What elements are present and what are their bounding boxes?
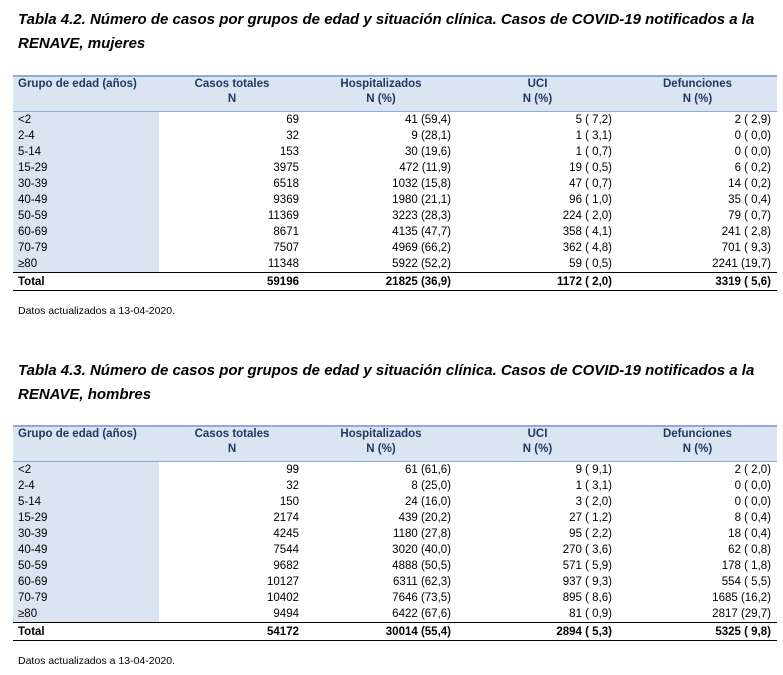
age-group-cell: 2-4 [13, 478, 159, 494]
total-cases-cell: 11369 [267, 210, 299, 222]
icu-cell: 59 ( 0,5) [569, 258, 612, 270]
total-cases-cell: 153 [279, 146, 299, 158]
col-hospitalized: Hospitalizados N (%) [305, 76, 457, 112]
col-icu: UCI N (%) [457, 426, 618, 462]
deaths-cell: 14 ( 0,2) [728, 178, 771, 190]
total-cases-cell: 9369 [273, 194, 299, 206]
table2-header-row [13, 426, 777, 462]
col-age-group: Grupo de edad (años) [13, 76, 159, 112]
deaths-cell: 35 ( 0,4) [728, 194, 771, 206]
table1-header-row [13, 76, 777, 112]
table-row [13, 590, 777, 606]
deaths-cell: 0 ( 0,0) [734, 130, 771, 142]
table-row [13, 224, 777, 240]
hospitalized-cell: 3223 (28,3) [392, 210, 451, 222]
icu-cell: 19 ( 0,5) [569, 162, 612, 174]
table-row [13, 478, 777, 494]
col-total-cases: Casos totales N [159, 426, 305, 462]
total-cases-cell: 7544 [273, 544, 299, 556]
icu-cell: 362 ( 4,8) [562, 242, 612, 254]
deaths-cell: 0 ( 0,0) [734, 480, 771, 492]
deaths-cell: 701 ( 9,3) [721, 242, 771, 254]
total-cases-cell: 11348 [267, 258, 299, 270]
col-age-group: Grupo de edad (años) [13, 426, 159, 462]
total-cases-cell: 4245 [273, 528, 299, 540]
hospitalized-cell: 6311 (62,3) [393, 576, 451, 588]
total-cases-cell: 8671 [273, 226, 299, 238]
deaths-cell: 0 ( 0,0) [734, 146, 771, 158]
hospitalized-cell: 7646 (73,5) [392, 592, 451, 604]
age-group-cell: 40-49 [13, 192, 159, 208]
age-group-cell: ≥80 [13, 256, 159, 273]
hospitalized-cell: 8 (25,0) [411, 480, 451, 492]
table-row [13, 144, 777, 160]
icu-cell: 96 ( 1,0) [569, 194, 612, 206]
age-group-cell: 70-79 [13, 590, 159, 606]
hospitalized-cell: 61 (61,6) [404, 464, 451, 476]
age-group-cell: 60-69 [13, 574, 159, 590]
deaths-cell: 1685 (16,2) [712, 592, 771, 604]
age-group-cell: Total [13, 273, 159, 291]
icu-cell: 3 ( 2,0) [575, 496, 612, 508]
total-cases-cell: 59196 [159, 273, 305, 291]
total-row [13, 273, 777, 291]
total-cases-cell: 54172 [159, 623, 305, 641]
age-group-cell: 70-79 [13, 240, 159, 256]
table-row [13, 208, 777, 224]
table2-title-line1: Tabla 4.3. Número de casos por grupos de edad y situación clínica. Casos de COVID-19 notificados a la [18, 362, 755, 379]
table-row [13, 542, 777, 558]
age-group-cell: 15-29 [13, 160, 159, 176]
table2-title-line2: RENAVE, hombres [18, 386, 152, 403]
age-group-cell: Total [13, 623, 159, 641]
hospitalized-cell: 9 (28,1) [411, 130, 451, 142]
total-cases-cell: 69 [286, 114, 299, 126]
age-group-cell: <2 [13, 462, 159, 479]
age-group-cell: 5-14 [13, 494, 159, 510]
table1-title-line2: RENAVE, mujeres [18, 35, 146, 52]
age-group-cell: 15-29 [13, 510, 159, 526]
col-hospitalized: Hospitalizados N (%) [305, 426, 457, 462]
table-row [13, 192, 777, 208]
hospitalized-cell: 4135 (47,7) [392, 226, 451, 238]
icu-cell: 224 ( 2,0) [562, 210, 612, 222]
deaths-cell: 2 ( 2,0) [734, 464, 771, 476]
age-group-cell: 30-39 [13, 526, 159, 542]
icu-cell: 81 ( 0,9) [569, 608, 612, 620]
total-cases-cell: 32 [286, 480, 299, 492]
hospitalized-cell: 41 (59,4) [404, 114, 451, 126]
icu-cell: 1 ( 3,1) [575, 480, 612, 492]
deaths-cell: 0 ( 0,0) [734, 496, 771, 508]
hospitalized-cell: 439 (20,2) [398, 512, 451, 524]
icu-cell: 1 ( 3,1) [575, 130, 612, 142]
hospitalized-cell: 21825 (36,9) [305, 273, 457, 291]
total-cases-cell: 150 [279, 496, 299, 508]
icu-cell: 27 ( 1,2) [569, 512, 612, 524]
hospitalized-cell: 1980 (21,1) [392, 194, 451, 206]
table1-note: Datos actualizados a 13-04-2020. [18, 305, 176, 317]
total-cases-cell: 3975 [273, 162, 299, 174]
icu-cell: 895 ( 8,6) [562, 592, 612, 604]
hospitalized-cell: 1180 (27,8) [393, 528, 451, 540]
hospitalized-cell: 30014 (55,4) [305, 623, 457, 641]
table-row [13, 240, 777, 256]
total-cases-cell: 9682 [273, 560, 299, 572]
age-group-cell: 50-59 [13, 558, 159, 574]
age-group-cell: 2-4 [13, 128, 159, 144]
icu-cell: 2894 ( 5,3) [457, 623, 618, 641]
table2-note: Datos actualizados a 13-04-2020. [18, 655, 176, 667]
age-group-cell: 30-39 [13, 176, 159, 192]
table-row [13, 462, 777, 479]
hospitalized-cell: 1032 (15,8) [392, 178, 451, 190]
table-row [13, 128, 777, 144]
total-cases-cell: 32 [286, 130, 299, 142]
icu-cell: 937 ( 9,3) [562, 576, 612, 588]
table-row [13, 526, 777, 542]
table-row [13, 510, 777, 526]
col-total-cases: Casos totales N [159, 76, 305, 112]
icu-cell: 1172 ( 2,0) [457, 273, 618, 291]
total-cases-cell: 9494 [273, 608, 299, 620]
table2-title [18, 359, 780, 407]
col-deaths: Defunciones N (%) [618, 76, 777, 112]
deaths-cell: 5325 ( 9,8) [618, 623, 777, 641]
icu-cell: 270 ( 3,6) [562, 544, 612, 556]
table-row [13, 606, 777, 623]
deaths-cell: 178 ( 1,8) [721, 560, 771, 572]
hospitalized-cell: 24 (16,0) [404, 496, 451, 508]
deaths-cell: 8 ( 0,4) [734, 512, 771, 524]
total-cases-cell: 2174 [273, 512, 299, 524]
table1-title-line1: Tabla 4.2. Número de casos por grupos de edad y situación clínica. Casos de COVID-19 notificados a la [18, 11, 755, 28]
deaths-cell: 554 ( 5,5) [721, 576, 771, 588]
deaths-cell: 2 ( 2,9) [734, 114, 771, 126]
deaths-cell: 18 ( 0,4) [728, 528, 771, 540]
table-row [13, 574, 777, 590]
deaths-cell: 241 ( 2,8) [721, 226, 771, 238]
hospitalized-cell: 472 (11,9) [399, 162, 451, 174]
icu-cell: 5 ( 7,2) [575, 114, 612, 126]
table1-title [18, 8, 780, 56]
hospitalized-cell: 5922 (52,2) [392, 258, 451, 270]
age-group-cell: 40-49 [13, 542, 159, 558]
icu-cell: 1 ( 0,7) [575, 146, 612, 158]
total-cases-cell: 10402 [267, 592, 299, 604]
table-row [13, 112, 777, 129]
age-group-cell: <2 [13, 112, 159, 129]
table-row [13, 256, 777, 273]
deaths-cell: 62 ( 0,8) [728, 544, 771, 556]
deaths-cell: 2241 (19,7) [712, 258, 771, 270]
icu-cell: 47 ( 0,7) [569, 178, 612, 190]
total-cases-cell: 7507 [273, 242, 299, 254]
table2-men [13, 425, 777, 641]
hospitalized-cell: 6422 (67,6) [392, 608, 451, 620]
total-row [13, 623, 777, 641]
icu-cell: 358 ( 4,1) [562, 226, 612, 238]
deaths-cell: 79 ( 0,7) [728, 210, 771, 222]
total-cases-cell: 99 [286, 464, 299, 476]
age-group-cell: 5-14 [13, 144, 159, 160]
icu-cell: 9 ( 9,1) [575, 464, 612, 476]
icu-cell: 95 ( 2,2) [569, 528, 612, 540]
col-deaths: Defunciones N (%) [618, 426, 777, 462]
table-row [13, 558, 777, 574]
icu-cell: 571 ( 5,9) [562, 560, 612, 572]
hospitalized-cell: 4969 (66,2) [392, 242, 451, 254]
hospitalized-cell: 30 (19,6) [404, 146, 451, 158]
table-row [13, 494, 777, 510]
table-row [13, 176, 777, 192]
hospitalized-cell: 3020 (40,0) [392, 544, 451, 556]
table1-women [13, 75, 777, 291]
age-group-cell: 60-69 [13, 224, 159, 240]
total-cases-cell: 10127 [267, 576, 299, 588]
col-icu: UCI N (%) [457, 76, 618, 112]
deaths-cell: 2817 (29,7) [712, 608, 771, 620]
age-group-cell: 50-59 [13, 208, 159, 224]
hospitalized-cell: 4888 (50,5) [392, 560, 451, 572]
deaths-cell: 6 ( 0,2) [734, 162, 771, 174]
age-group-cell: ≥80 [13, 606, 159, 623]
total-cases-cell: 6518 [273, 178, 299, 190]
deaths-cell: 3319 ( 5,6) [618, 273, 777, 291]
table-row [13, 160, 777, 176]
